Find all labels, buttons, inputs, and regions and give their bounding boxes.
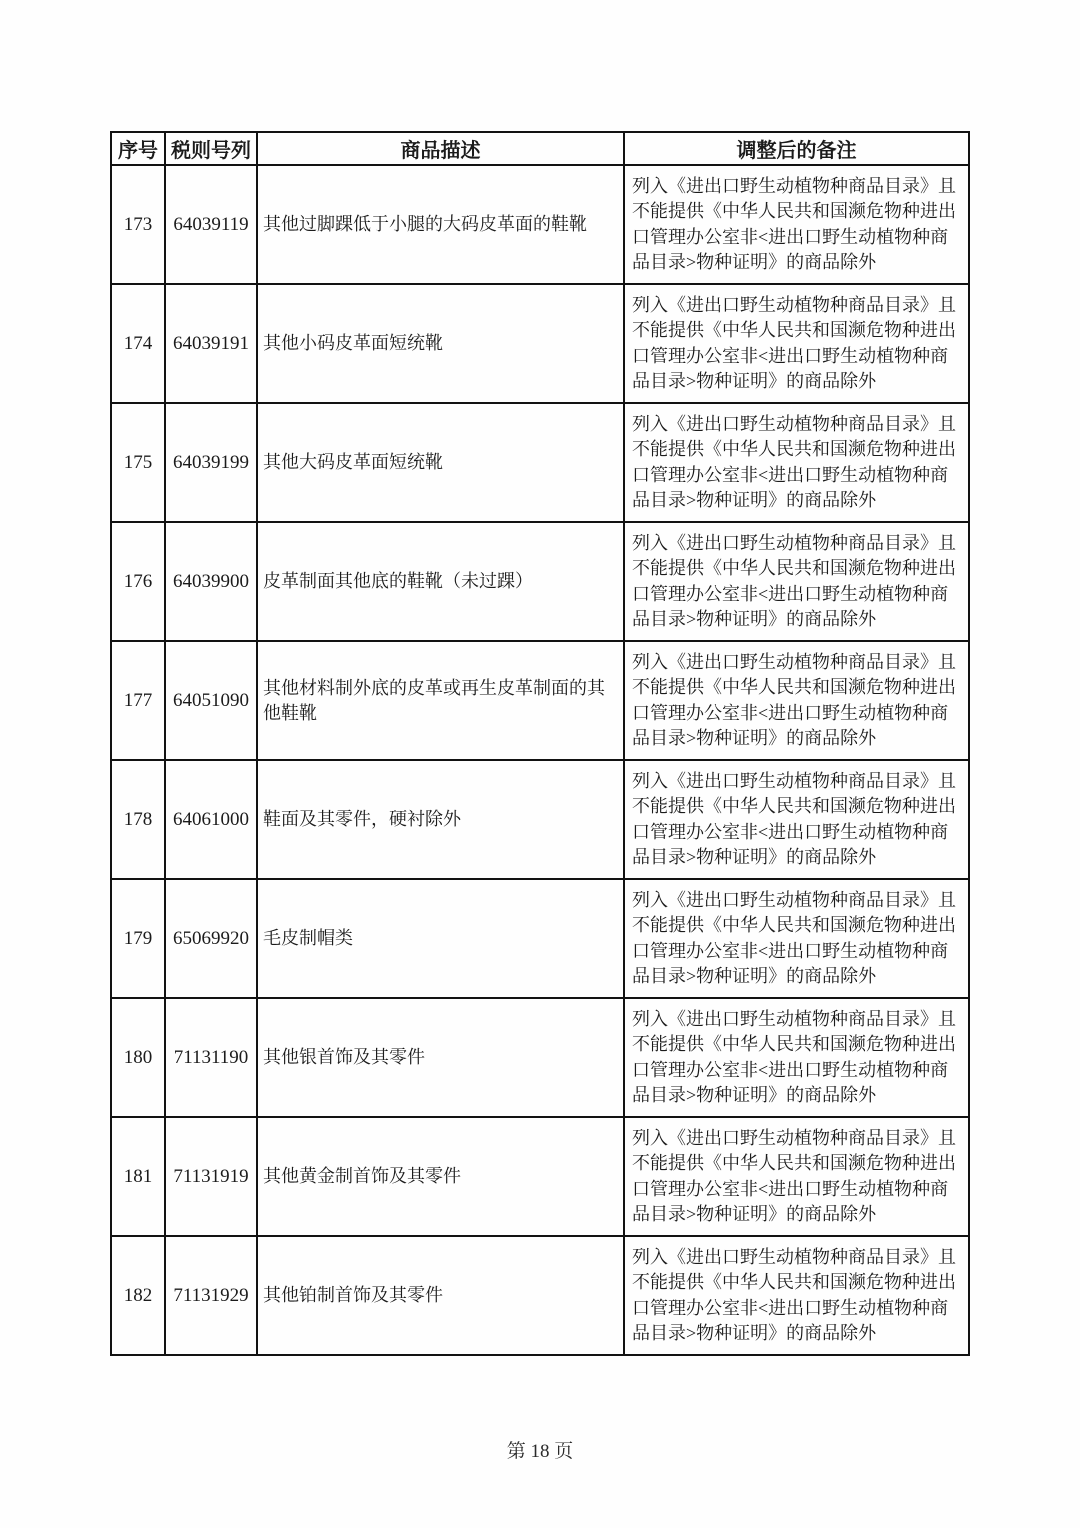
row-remark: 列入《进出口野生动植物种商品目录》且不能提供《中华人民共和国濒危物种进出口管理办公室非<进出口野生动植物种商品目录>物种证明》的商品除外: [624, 641, 969, 760]
col-header-description: 商品描述: [257, 132, 624, 165]
row-description: 其他银首饰及其零件: [257, 998, 624, 1117]
row-tariff-code: 64051090: [165, 641, 257, 760]
row-remark: 列入《进出口野生动植物种商品目录》且不能提供《中华人民共和国濒危物种进出口管理办公室非<进出口野生动植物种商品目录>物种证明》的商品除外: [624, 998, 969, 1117]
table-row: [111, 879, 969, 998]
row-tariff-code: 71131929: [165, 1236, 257, 1355]
row-tariff-code: 71131919: [165, 1117, 257, 1236]
tariff-table: [110, 131, 970, 1356]
row-description: 毛皮制帽类: [257, 879, 624, 998]
table-row: [111, 403, 969, 522]
row-tariff-code: 64039119: [165, 165, 257, 284]
row-remark: 列入《进出口野生动植物种商品目录》且不能提供《中华人民共和国濒危物种进出口管理办公室非<进出口野生动植物种商品目录>物种证明》的商品除外: [624, 1236, 969, 1355]
row-remark: 列入《进出口野生动植物种商品目录》且不能提供《中华人民共和国濒危物种进出口管理办公室非<进出口野生动植物种商品目录>物种证明》的商品除外: [624, 284, 969, 403]
row-tariff-code: 71131190: [165, 998, 257, 1117]
row-description: 其他小码皮革面短统靴: [257, 284, 624, 403]
row-description: 其他过脚踝低于小腿的大码皮革面的鞋靴: [257, 165, 624, 284]
row-seq: 175: [111, 403, 165, 522]
col-header-tariff-code: 税则号列: [165, 132, 257, 165]
col-header-seq: 序号: [111, 132, 165, 165]
table-row: [111, 165, 969, 284]
row-description: 其他材料制外底的皮革或再生皮革制面的其他鞋靴: [257, 641, 624, 760]
table-row: [111, 284, 969, 403]
row-seq: 181: [111, 1117, 165, 1236]
table-row: [111, 1236, 969, 1355]
row-remark: 列入《进出口野生动植物种商品目录》且不能提供《中华人民共和国濒危物种进出口管理办公室非<进出口野生动植物种商品目录>物种证明》的商品除外: [624, 403, 969, 522]
row-remark: 列入《进出口野生动植物种商品目录》且不能提供《中华人民共和国濒危物种进出口管理办公室非<进出口野生动植物种商品目录>物种证明》的商品除外: [624, 879, 969, 998]
row-description: 其他大码皮革面短统靴: [257, 403, 624, 522]
row-seq: 182: [111, 1236, 165, 1355]
row-remark: 列入《进出口野生动植物种商品目录》且不能提供《中华人民共和国濒危物种进出口管理办公室非<进出口野生动植物种商品目录>物种证明》的商品除外: [624, 760, 969, 879]
row-remark: 列入《进出口野生动植物种商品目录》且不能提供《中华人民共和国濒危物种进出口管理办公室非<进出口野生动植物种商品目录>物种证明》的商品除外: [624, 1117, 969, 1236]
row-seq: 177: [111, 641, 165, 760]
row-seq: 174: [111, 284, 165, 403]
row-tariff-code: 64039199: [165, 403, 257, 522]
row-seq: 176: [111, 522, 165, 641]
table-header-row: [111, 132, 969, 165]
table-row: [111, 998, 969, 1117]
row-seq: 173: [111, 165, 165, 284]
row-description: 皮革制面其他底的鞋靴（未过踝）: [257, 522, 624, 641]
row-remark: 列入《进出口野生动植物种商品目录》且不能提供《中华人民共和国濒危物种进出口管理办公室非<进出口野生动植物种商品目录>物种证明》的商品除外: [624, 165, 969, 284]
row-description: 其他铂制首饰及其零件: [257, 1236, 624, 1355]
row-remark: 列入《进出口野生动植物种商品目录》且不能提供《中华人民共和国濒危物种进出口管理办公室非<进出口野生动植物种商品目录>物种证明》的商品除外: [624, 522, 969, 641]
table-row: [111, 522, 969, 641]
row-tariff-code: 65069920: [165, 879, 257, 998]
col-header-remark: 调整后的备注: [624, 132, 969, 165]
row-tariff-code: 64061000: [165, 760, 257, 879]
row-seq: 179: [111, 879, 165, 998]
page-number: 第 18 页: [506, 1441, 574, 1462]
row-seq: 178: [111, 760, 165, 879]
table-row: [111, 760, 969, 879]
row-tariff-code: 64039900: [165, 522, 257, 641]
row-tariff-code: 64039191: [165, 284, 257, 403]
table-row: [111, 641, 969, 760]
row-description: 其他黄金制首饰及其零件: [257, 1117, 624, 1236]
table-row: [111, 1117, 969, 1236]
row-description: 鞋面及其零件，硬衬除外: [257, 760, 624, 879]
row-seq: 180: [111, 998, 165, 1117]
